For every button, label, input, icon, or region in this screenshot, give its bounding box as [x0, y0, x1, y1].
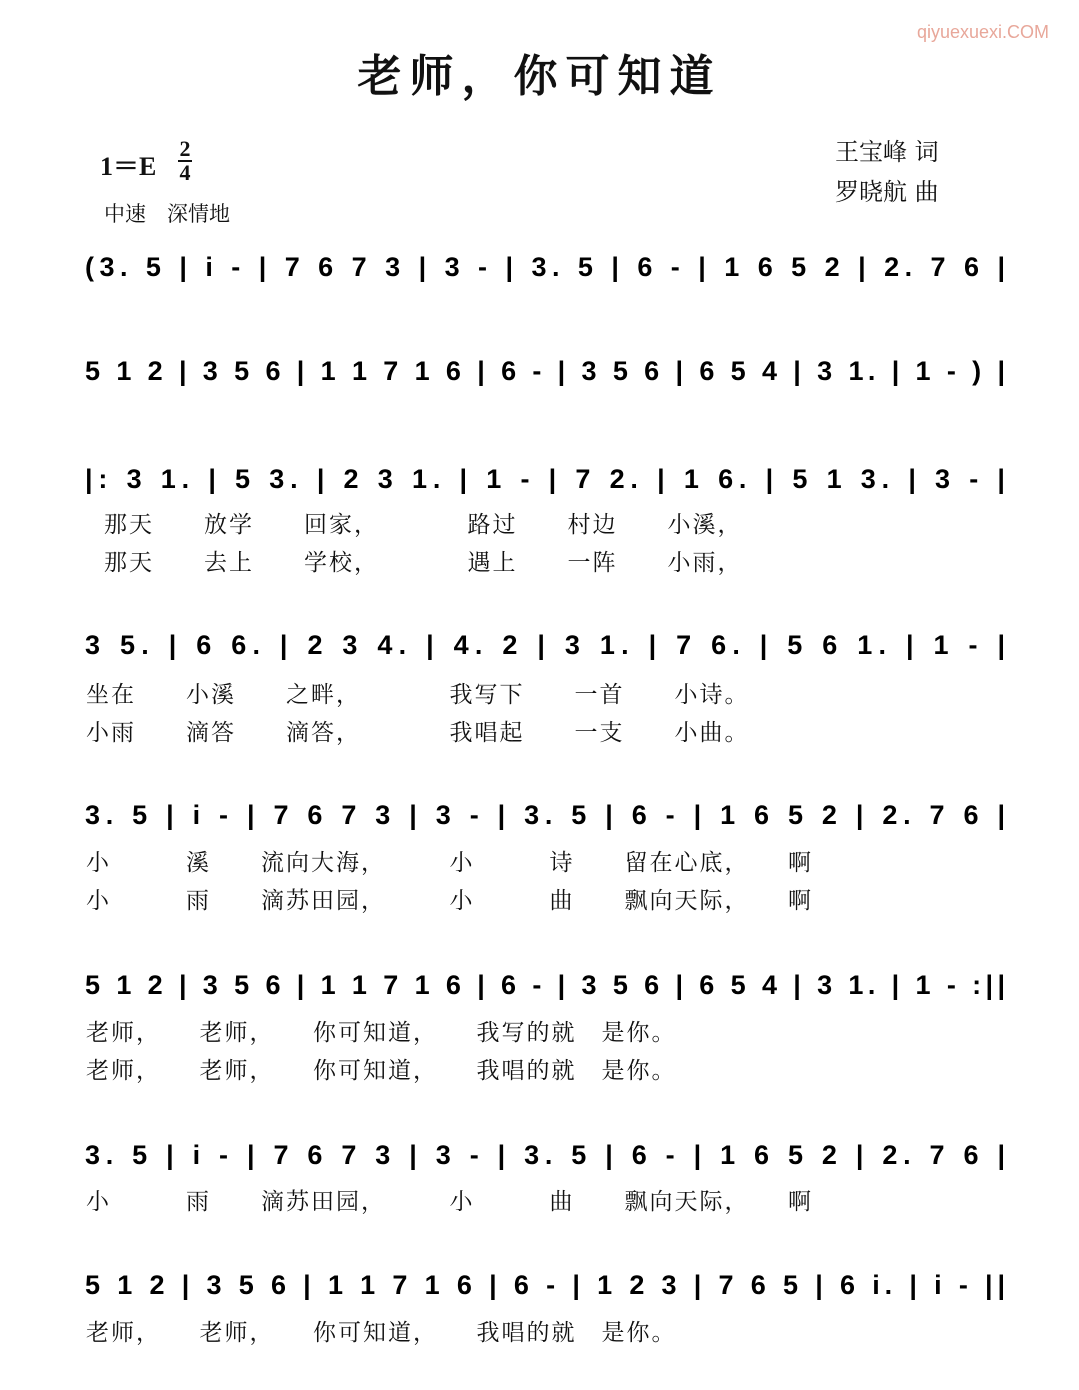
score-line-8-graphics — [85, 1264, 1010, 1314]
composer-credit: 罗晓航 曲 — [835, 178, 939, 206]
score-line-1 — [85, 246, 1010, 296]
score-line-1-text: (3. 5 | i - | 7 6 7 3 | 3 - | 3. 5 | 6 - | 1 6 5 2 | 2. 7 6 | — [85, 252, 1006, 282]
score-line-6-text: 5 1 2 | 3 5 6 | 1 1 7 1 6 | 6 - | 3 5 6 | 6 5 4 | 3 1. | 1 - :|| — [85, 970, 1005, 1000]
watermark — [917, 22, 1049, 43]
score-line-3-text: |: 3 1. | 5 3. | 2 3 1. | 1 - | 7 2. | 1 6. | 5 1 3. | 3 - | — [85, 464, 1005, 494]
lyrics-line-3-verse-2: 那天 去上 学校， 遇上 一阵 小雨， — [104, 550, 743, 576]
lyricist-credit: 王宝峰 词 — [835, 138, 939, 166]
score-line-6 — [85, 964, 1010, 1014]
lyrics-line-6-verse-2: 老师， 老师， 你可知道， 我唱的就 是你。 — [86, 1058, 677, 1084]
score-line-8-text: 5 1 2 | 3 5 6 | 1 1 7 1 6 | 6 - | 1 2 3 | 7 6 5 | 6 i. | i - || — [85, 1270, 1006, 1300]
time-signature-top: 2 — [179, 136, 191, 161]
score-line-2-text: 5 1 2 | 3 5 6 | 1 1 7 1 6 | 6 - | 3 5 6 | 6 5 4 | 3 1. | 1 - ) | — [85, 356, 1006, 386]
score-line-2-graphics — [85, 350, 1010, 400]
score-line-7 — [85, 1134, 1010, 1184]
score-line-5-text: 3. 5 | i - | 7 6 7 3 | 3 - | 3. 5 | 6 - | 1 6 5 2 | 2. 7 6 | — [85, 800, 1005, 830]
lyrics-line-5-verse-2: 小 雨 滴苏田园， 小 曲 飘向天际， 啊 — [86, 888, 813, 914]
song-title: 老师，你可知道 — [357, 51, 722, 102]
score-line-1-graphics — [85, 246, 1010, 296]
score-line-2 — [85, 350, 1010, 400]
time-signature — [178, 138, 192, 184]
lyrics-line-8-verse-1: 老师， 老师， 你可知道， 我唱的就 是你。 — [86, 1320, 677, 1346]
tempo-marking: 中速 深情地 — [104, 202, 230, 226]
score-line-5-graphics — [85, 794, 1010, 844]
lyrics-line-5-verse-1: 小 溪 流向大海， 小 诗 留在心底， 啊 — [86, 850, 813, 876]
lyrics-line-3-verse-1: 那天 放学 回家， 路过 村边 小溪， — [104, 512, 743, 538]
lyrics-line-7-verse-1: 小 雨 滴苏田园， 小 曲 飘向天际， 啊 — [86, 1189, 813, 1215]
key-signature: 1＝E — [100, 152, 157, 181]
score-line-7-text: 3. 5 | i - | 7 6 7 3 | 3 - | 3. 5 | 6 - | 1 6 5 2 | 2. 7 6 | — [85, 1140, 1005, 1170]
watermark-text: qiyuexuexi.COM — [916, 22, 1049, 42]
lyrics-line-4-verse-1: 坐在 小溪 之畔， 我写下 一首 小诗。 — [86, 682, 750, 708]
score-line-4-graphics — [85, 624, 1010, 674]
score-line-3-graphics — [85, 458, 1010, 508]
score-line-3 — [85, 458, 1010, 508]
lyrics-line-4-verse-2: 小雨 滴答 滴答， 我唱起 一支 小曲。 — [86, 720, 750, 746]
time-signature-bottom: 4 — [179, 160, 191, 185]
score-line-4 — [85, 624, 1010, 674]
score-line-7-graphics — [85, 1134, 1010, 1184]
score-line-4-text: 3 5. | 6 6. | 2 3 4. | 4. 2 | 3 1. | 7 6. | 5 6 1. | 1 - | — [85, 630, 1005, 660]
lyrics-line-6-verse-1: 老师， 老师， 你可知道， 我写的就 是你。 — [86, 1020, 677, 1046]
score-line-5 — [85, 794, 1010, 844]
score-line-6-graphics — [85, 964, 1010, 1014]
score-line-8 — [85, 1264, 1010, 1314]
